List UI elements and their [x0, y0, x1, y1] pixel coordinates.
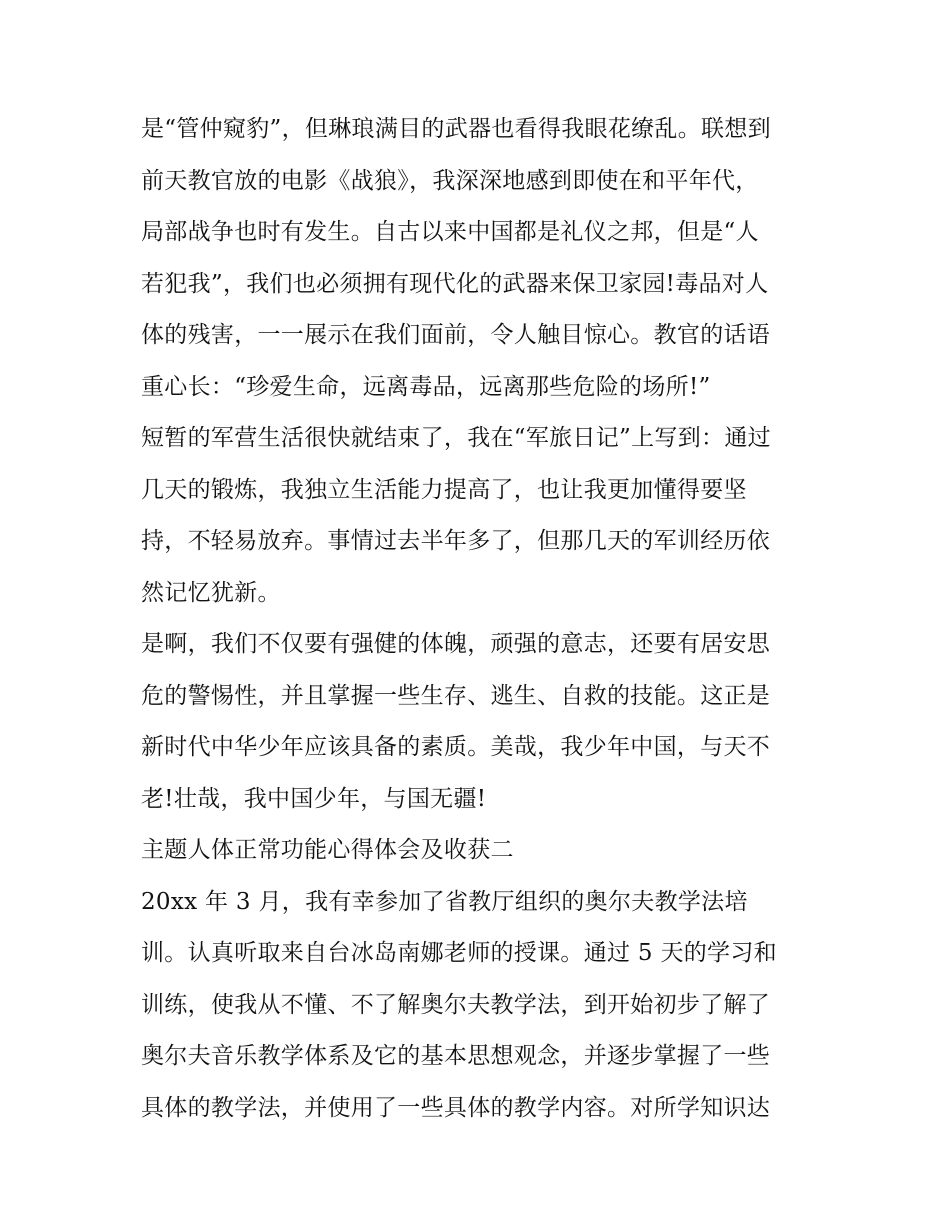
- text-line: 体的残害，一一展示在我们面前，令人触目惊心。教官的话语: [141, 322, 771, 348]
- text-line: 若犯我”，我们也必须拥有现代化的武器来保卫家园!毒品对人: [141, 270, 769, 297]
- text-line: 具体的教学法，并使用了一些具体的教学内容。对所学知识达: [141, 1094, 771, 1121]
- text-line: 是啊，我们不仅要有强健的体魄，顽强的意志，还要有居安思: [141, 631, 771, 657]
- section-heading: 主题人体正常功能心得体会及收获二: [141, 837, 514, 863]
- text-line: 是“管仲窥豹”，但琳琅满目的武器也看得我眼花缭乱。联想到: [141, 116, 771, 142]
- text-line: 短暂的军营生活很快就结束了，我在“军旅日记”上写到：通过: [141, 425, 771, 451]
- text-line: 重心长：“珍爱生命，远离毒品，远离那些危险的场所!”: [141, 373, 711, 400]
- text-line: 新时代中华少年应该具备的素质。美哉，我少年中国，与天不: [141, 734, 771, 760]
- text-line: 训练，使我从不懂、不了解奥尔夫教学法，到开始初步了解了: [141, 991, 771, 1018]
- text-line: 持，不轻易放弃。事情过去半年多了，但那几天的军训经历依: [141, 528, 771, 554]
- text-line: 几天的锻炼，我独立生活能力提高了，也让我更加懂得要坚: [141, 476, 747, 503]
- text-line: 危的警惕性，并且掌握一些生存、逃生、自救的技能。这正是: [141, 682, 771, 709]
- text-line: 20xx 年 3 月，我有幸参加了省教厅组织的奥尔夫教学法培: [141, 888, 748, 915]
- text-line: 奥尔夫音乐教学体系及它的基本思想观念，并逐步掌握了一些: [141, 1043, 771, 1069]
- text-line: 老!壮哉，我中国少年，与国无疆!: [141, 785, 487, 812]
- text-line: 局部战争也时有发生。自古以来中国都是礼仪之邦，但是“人: [141, 219, 759, 245]
- text-line: 训。认真听取来自台冰岛南娜老师的授课。通过 5 天的学习和: [141, 940, 777, 966]
- body-text: [141, 104, 821, 1134]
- text-line: 然记忆犹新。: [141, 579, 281, 606]
- text-line: 前天教官放的电影《战狼》，我深深地感到即使在和平年代，: [141, 167, 759, 194]
